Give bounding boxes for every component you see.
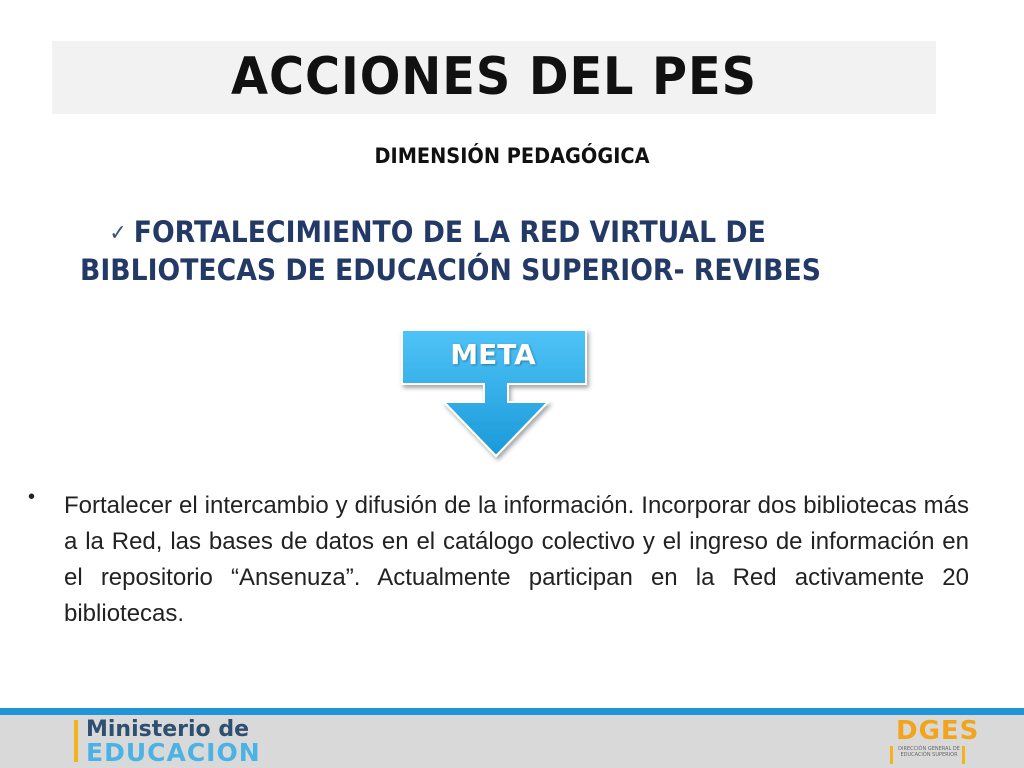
body-paragraph: Fortalecer el intercambio y difusión de la información. Incorporar dos bibliotecas más a la Red, las bases de datos en el catálogo colectivo y el ingreso de información en el repositorio “Ansenuza”. Actualmente participan en la Red activamente 20 bibliotecas. <box>64 492 969 627</box>
section-heading <box>80 214 871 288</box>
footer-accent-line <box>0 708 1024 715</box>
ministry-logo-bar <box>74 720 78 762</box>
dges-logo-subtitle: DIRECCIÓN GENERAL DE EDUCACIÓN SUPERIOR <box>898 746 960 758</box>
meta-label: META <box>450 338 536 371</box>
dges-logo-bar-right <box>962 746 965 764</box>
dges-logo-bar-left <box>890 746 893 764</box>
section-heading-text: FORTALECIMIENTO DE LA RED VIRTUAL DE BIBLIOTECAS DE EDUCACIÓN SUPERIOR- REVIBES <box>80 215 821 287</box>
meta-arrow <box>396 326 596 464</box>
ministry-name-line1: Ministerio de <box>86 717 250 742</box>
ministry-name-line2: EDUCACION <box>86 738 261 767</box>
dges-logo-text: DGES <box>896 716 980 746</box>
bullet-icon: • <box>28 486 36 508</box>
checkmark-icon: ✓ <box>109 221 127 246</box>
dges-logo <box>886 716 980 766</box>
slide-title: ACCIONES DEL PES <box>230 47 757 107</box>
slide-subtitle: DIMENSIÓN PEDAGÓGICA <box>374 144 650 168</box>
